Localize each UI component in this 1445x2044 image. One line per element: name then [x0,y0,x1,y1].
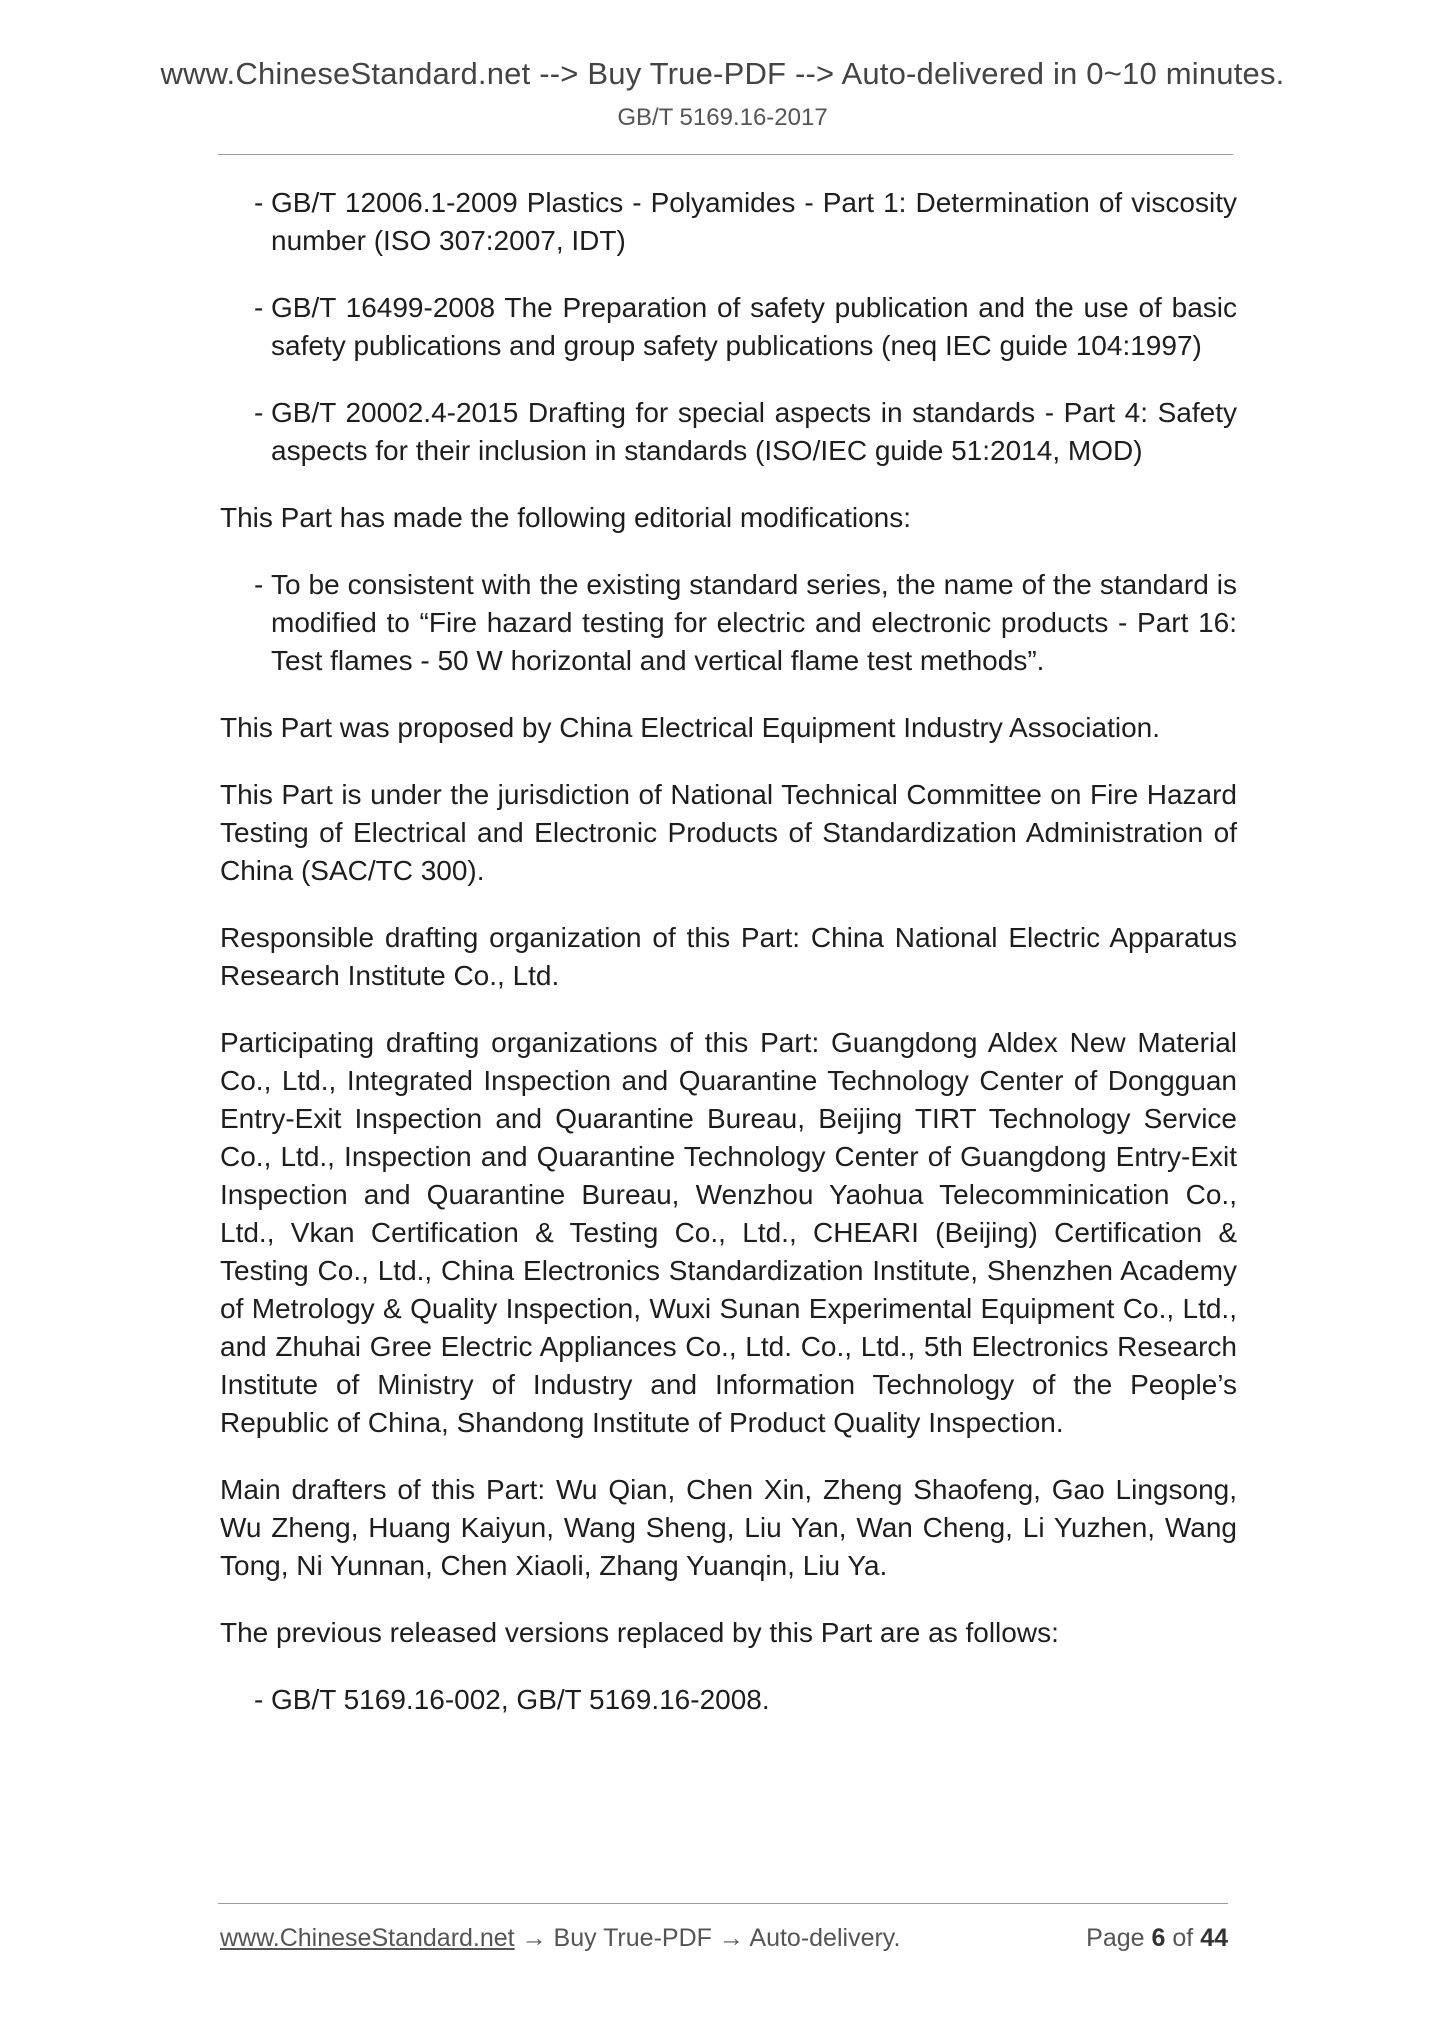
reference-text: GB/T 16499-2008 The Preparation of safety publication and the use of basic safety publications and group safety publications (neq IEC guide 104:1997) [271,292,1237,361]
editorial-intro: This Part has made the following editorial modifications: [220,502,912,533]
page-label: Page [1086,1924,1145,1952]
reference-text: GB/T 12006.1-2009 Plastics - Polyamides - Part 1: Determination of viscosity number (ISO 307:2007, IDT) [271,187,1237,256]
reference-item [254,394,1237,470]
previous-version-text: GB/T 5169.16-002, GB/T 5169.16-2008. [271,1684,770,1715]
participating-organizations: Participating drafting organizations of this Part: Guangdong Aldex New Material Co., Ltd., Integrated Inspection and Quarantine Technology Center of Dongguan Entry-Exit Inspection and Quarantine Bureau, Beijing TIRT Technology Service Co., Ltd., Inspection and Quarantine Technology Center of Guangdong Entry-Exit Inspection and Quarantine Bureau, Wenzhou Yaohua Telecomminication Co., Ltd., Vkan Certification & Testing Co., Ltd., CHEARI (Beijing) Certification & Testing Co., Ltd., China Electronics Standardization Institute, Shenzhen Academy of Metrology & Quality Inspection, Wuxi Sunan Experimental Equipment Co., Ltd., and Zhuhai Gree Electric Appliances Co., Ltd. Co., Ltd., 5th Electronics Research Institute of Ministry of Industry and Information Technology of the People’s Republic of China, Shandong Institute of Product Quality Inspection. [220,1027,1237,1438]
list-marker: - [254,292,264,323]
footer-trail: → Buy True-PDF → Auto-delivery. [514,1924,901,1952]
reference-text: GB/T 20002.4-2015 Drafting for special aspects in standards - Part 4: Safety aspects for their inclusion in standards (ISO/IEC guide 51:2014, MOD) [271,397,1237,466]
editorial-item [254,566,1237,680]
reference-item [254,184,1237,260]
header-divider [218,154,1233,155]
page-indicator [1086,1924,1228,1953]
document-body [220,184,1237,1748]
list-marker: - [254,397,264,428]
footer-divider [218,1903,1228,1904]
main-drafters: Main drafters of this Part: Wu Qian, Chen Xin, Zheng Shaofeng, Gao Lingsong, Wu Zheng, Huang Kaiyun, Wang Sheng, Liu Yan, Wan Cheng, Li Yuzhen, Wang Tong, Ni Yunnan, Chen Xiaoli, Zhang Yuanqin, Liu Ya. [220,1474,1237,1581]
previous-version-item [254,1681,1237,1719]
previous-versions-intro: The previous released versions replaced by this Part are as follows: [220,1617,1059,1648]
responsible-organization: Responsible drafting organization of this Part: China National Electric Apparatus Research Institute Co., Ltd. [220,922,1237,991]
header-banner: www.ChineseStandard.net --> Buy True-PDF --> Auto-delivered in 0~10 minutes. [160,56,1285,91]
list-marker: - [254,187,264,218]
proposed-by: This Part was proposed by China Electrical Equipment Industry Association. [220,712,1161,743]
site-link[interactable]: www.ChineseStandard.net [220,1924,515,1952]
editorial-text: To be consistent with the existing standard series, the name of the standard is modified to “Fire hazard testing for electric and electronic products - Part 16: Test flames - 50 W horizontal and vertical flame test methods”. [271,569,1237,676]
reference-item [254,289,1237,365]
list-marker: - [254,1684,264,1715]
jurisdiction: This Part is under the jurisdiction of National Technical Committee on Fire Hazard Testing of Electrical and Electronic Products of Standardization Administration of China (SAC/TC 300). [220,779,1237,886]
list-marker: - [254,569,264,600]
document-id: GB/T 5169.16-2017 [617,104,828,131]
page-number: 6 [1151,1924,1166,1952]
total-pages: 44 [1200,1924,1228,1952]
footer-promo [220,1924,900,1953]
of-label: of [1172,1924,1194,1952]
